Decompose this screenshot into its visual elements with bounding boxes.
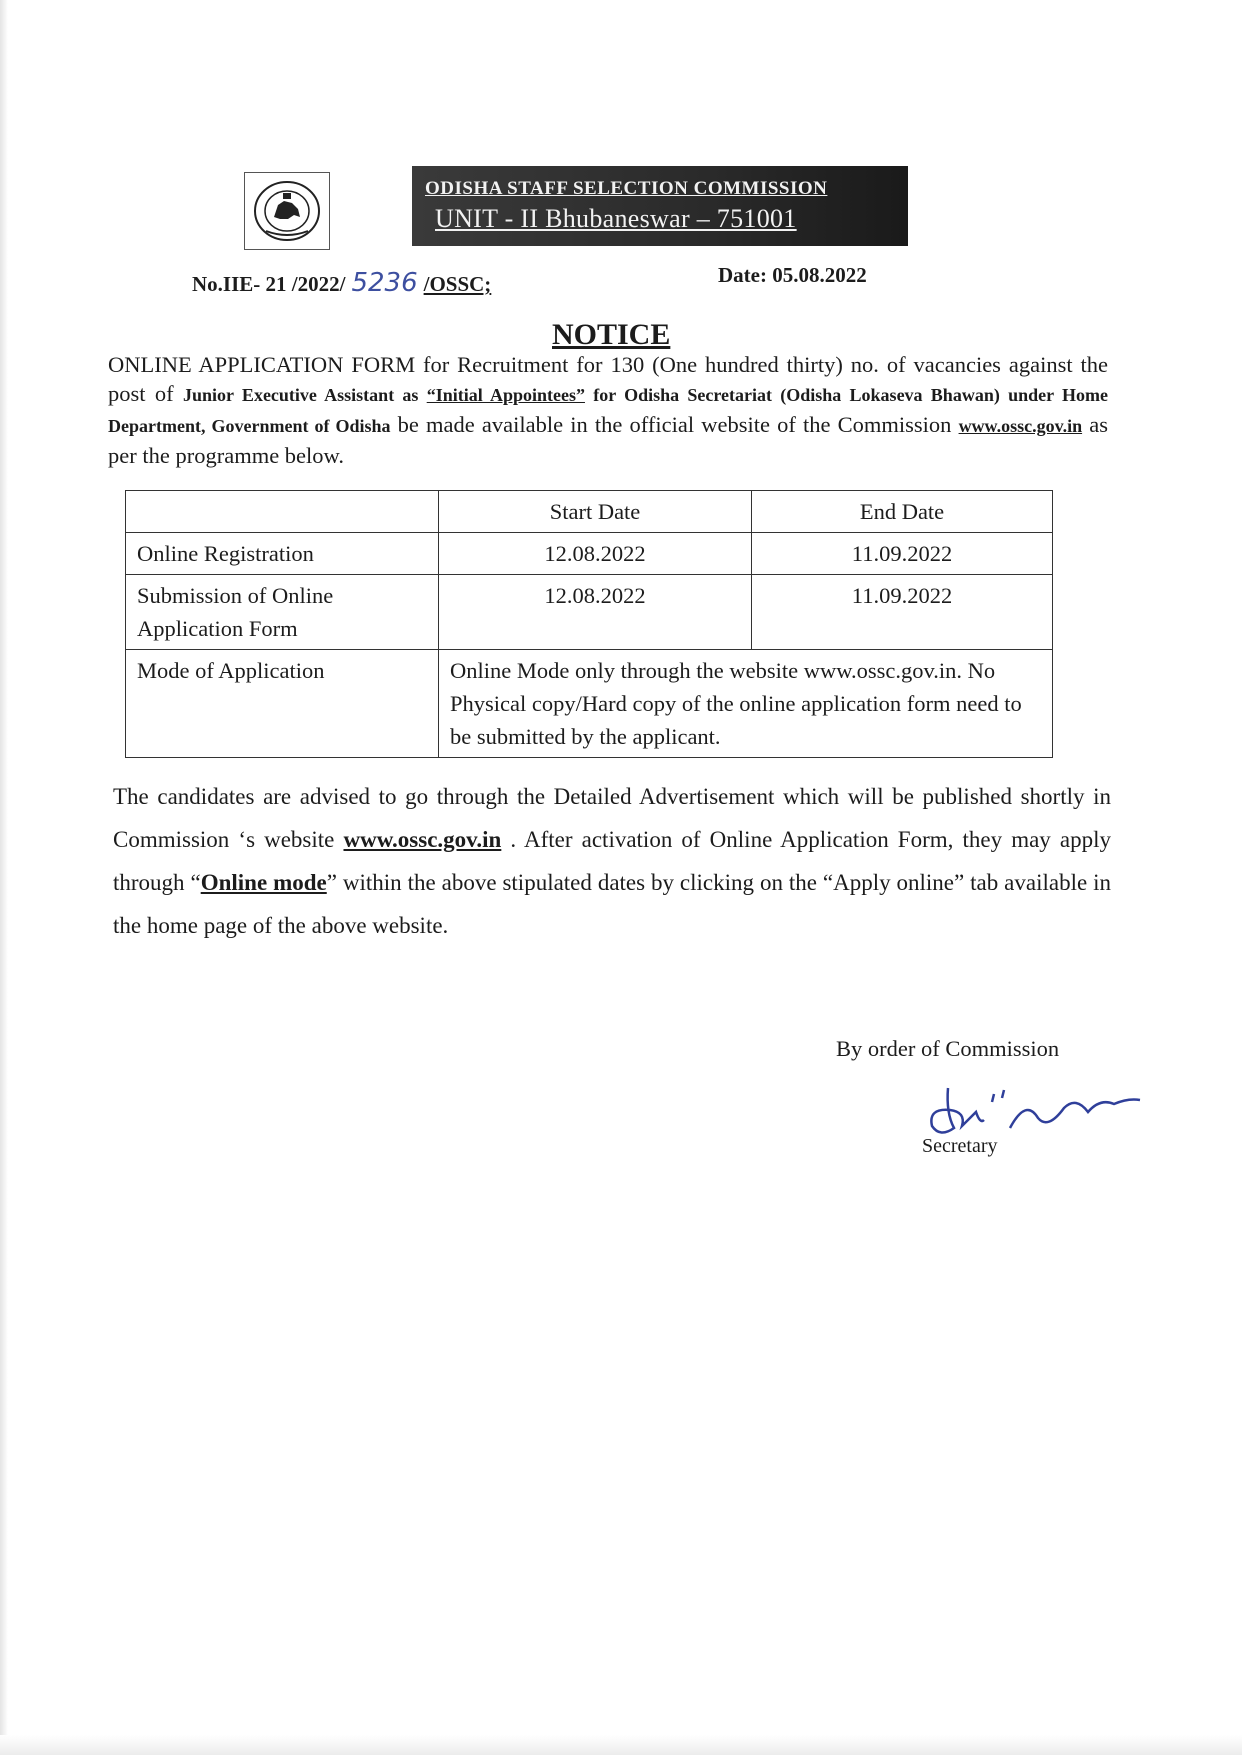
- notice-title: NOTICE: [552, 318, 671, 351]
- row-label: Online Registration: [126, 533, 439, 575]
- row-end-date: 11.09.2022: [752, 575, 1053, 650]
- reference-prefix: No.IIE- 21 /2022/: [192, 272, 346, 296]
- row-label: Submission of Online Application Form: [126, 575, 439, 650]
- notice-intro: [108, 350, 1108, 470]
- signature-icon: [918, 1068, 1158, 1178]
- advice-paragraph: [113, 775, 1111, 947]
- schedule-table: [125, 490, 1053, 758]
- initial-appointees: “Initial Appointees”: [426, 385, 585, 405]
- intro-text: ONLINE APPLICATION FORM for Recruitment for 130 (One hundred thirty) no. of vacancies against the post of: [108, 352, 1108, 406]
- table-row: [126, 575, 1053, 650]
- table-row: [126, 533, 1053, 575]
- website-link[interactable]: www.ossc.gov.in: [958, 416, 1083, 436]
- organization-name: ODISHA STAFF SELECTION COMMISSION: [425, 178, 828, 199]
- website-link[interactable]: www.ossc.gov.in: [343, 827, 502, 852]
- reference-suffix: /OSSC;: [423, 272, 492, 296]
- row-label: Mode of Application: [126, 650, 439, 758]
- advice-text-3: ” within the above stipulated dates by clicking on the “Apply online” tab available in the home page of the above website.: [113, 870, 1111, 938]
- odisha-emblem-icon: [244, 172, 330, 250]
- header-cell-blank: [126, 491, 439, 533]
- by-order-text: By order of Commission: [836, 1036, 1060, 1061]
- post-name: Junior Executive Assistant as: [183, 385, 427, 405]
- handwritten-reference-number: 5236: [351, 268, 418, 298]
- header-cell-end: End Date: [752, 491, 1053, 533]
- scan-bottom-edge: [0, 1735, 1242, 1755]
- secretary-label: Secretary: [922, 1135, 998, 1157]
- table-header-row: [126, 491, 1053, 533]
- advice-text: The candidates are advised to go through the Detailed Advertisement which will be published shortly in Commission ‘s website: [113, 784, 1111, 852]
- row-start-date: 12.08.2022: [439, 533, 752, 575]
- table-row: [126, 650, 1053, 758]
- notice-date: Date: 05.08.2022: [718, 263, 867, 287]
- unit-address: UNIT - II Bhubaneswar – 751001: [435, 204, 797, 233]
- online-mode-text: Online mode: [200, 870, 327, 895]
- row-start-date: 12.08.2022: [439, 575, 752, 650]
- mode-description: Online Mode only through the website www.ossc.gov.in. No Physical copy/Hard copy of the online application form need to be submitted by the applicant.: [439, 650, 1053, 758]
- advice-text-2: . After activation of Online Application Form, they may apply through “: [113, 827, 1111, 895]
- intro-text-3: as per the programme below.: [108, 412, 1108, 468]
- department-text: for Odisha Secretariat (Odisha Lokaseva Bhawan) under Home Department, Government of Odisha: [108, 385, 1108, 436]
- intro-text-2: be made available in the official website of the Commission: [390, 412, 959, 437]
- reference-number: [192, 268, 491, 298]
- scan-edge: [0, 0, 8, 1755]
- header-cell-start: Start Date: [439, 491, 752, 533]
- row-end-date: 11.09.2022: [752, 533, 1053, 575]
